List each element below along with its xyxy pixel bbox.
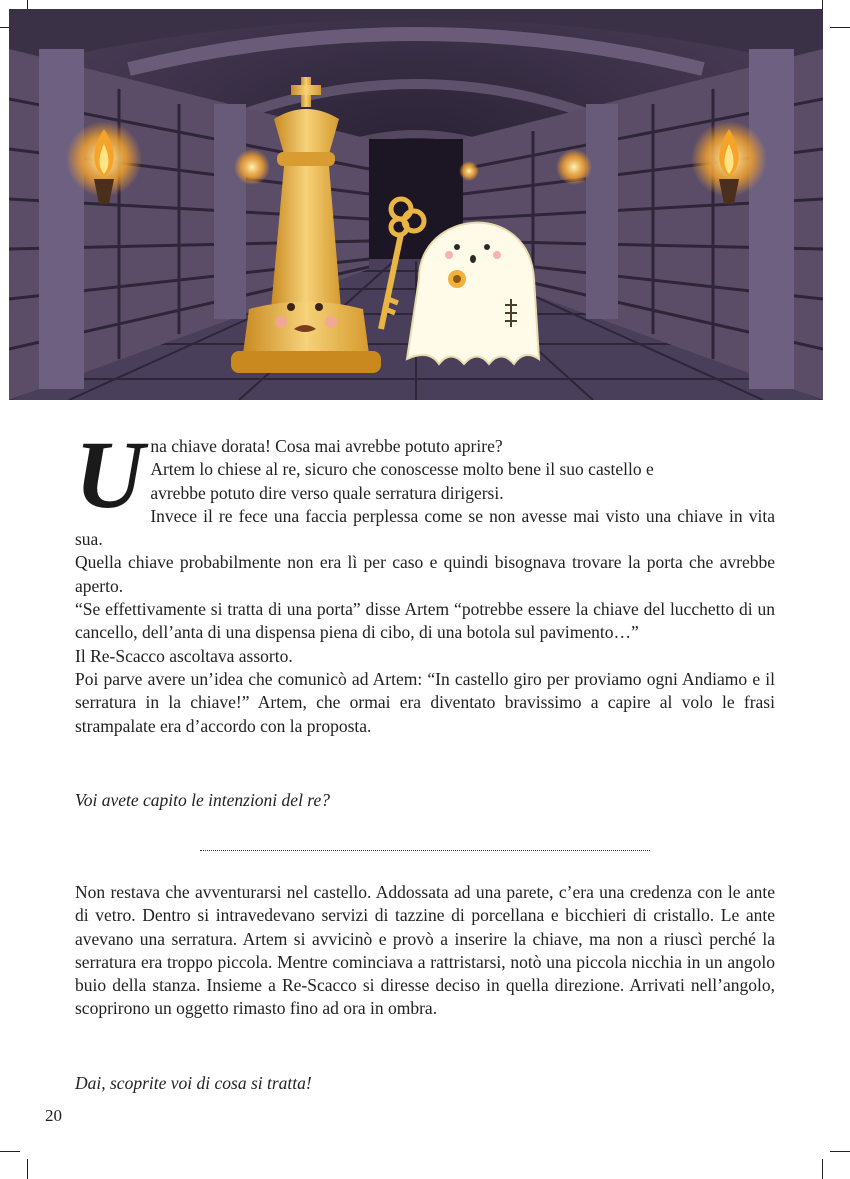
question-line: Dai, scoprite voi di cosa si tratta! [75, 1073, 312, 1093]
crop-mark [830, 1151, 850, 1152]
paragraph: Il Re-Scacco ascoltava assorto. [75, 645, 293, 666]
page-number: 20 [45, 1106, 62, 1125]
crop-mark [830, 27, 850, 28]
crop-mark [27, 1159, 28, 1179]
story-text-continued [75, 881, 775, 1021]
paragraph: Non restava che avventurarsi nel castello. Addossata ad una parete, c’era una credenza con le ante di vetro. Dentro si intravedevano servizi di tazzine di porcellana e bicchieri di cristallo. Le ante avevano una serratura. Artem si avvicinò e provò a inserire la chiave, ma non a riuscì perché la serratura era troppo piccola. Mentre cominciava a rattristarsi, notò una piccola nicchia in un angolo buio della stanza. Insieme a Re-Scacco si diresse deciso in quella direzione. Arrivati nell’angolo, scoprirono un oggetto rimasto fino ad ora in ombra. [75, 882, 775, 1019]
castle-corridor-illustration [9, 9, 823, 400]
paragraph: Poi parve avere un’idea che comunicò ad Artem: “In castello giro per proviamo ogni Andiamo e il serratura in la chiave!” Artem, che ormai era diventato bravissimo a capire al volo le frasi strampalate era d’accordo con la proposta. [75, 668, 775, 736]
paragraph: na chiave dorata! Cosa mai avrebbe potuto aprire? Artem lo chiese al re, sicuro che conoscesse molto bene il suo castello e avrebbe potuto dire verso quale serratura dirigersi. [150, 436, 654, 503]
story-text [75, 421, 775, 738]
drop-cap: U [75, 421, 145, 528]
paragraph: “Se effettivamente si tratta di una porta” disse Artem “potrebbe essere la chiave del lucchetto di un cancello, dell’anta di una dispensa piena di cibo, di una botola sul pavimento…” [75, 599, 775, 643]
crop-mark [0, 1151, 20, 1152]
question-line: Voi avete capito le intenzioni del re? [75, 790, 330, 810]
answer-dotted-line [200, 838, 650, 851]
paragraph: Quella chiave probabilmente non era lì per caso e quindi bisognava trovare la porta che avrebbe aperto. [75, 552, 775, 596]
crop-mark [822, 1159, 823, 1179]
paragraph: Invece il re fece una faccia perplessa come se non avesse mai visto una chiave in vita sua. [75, 505, 775, 550]
